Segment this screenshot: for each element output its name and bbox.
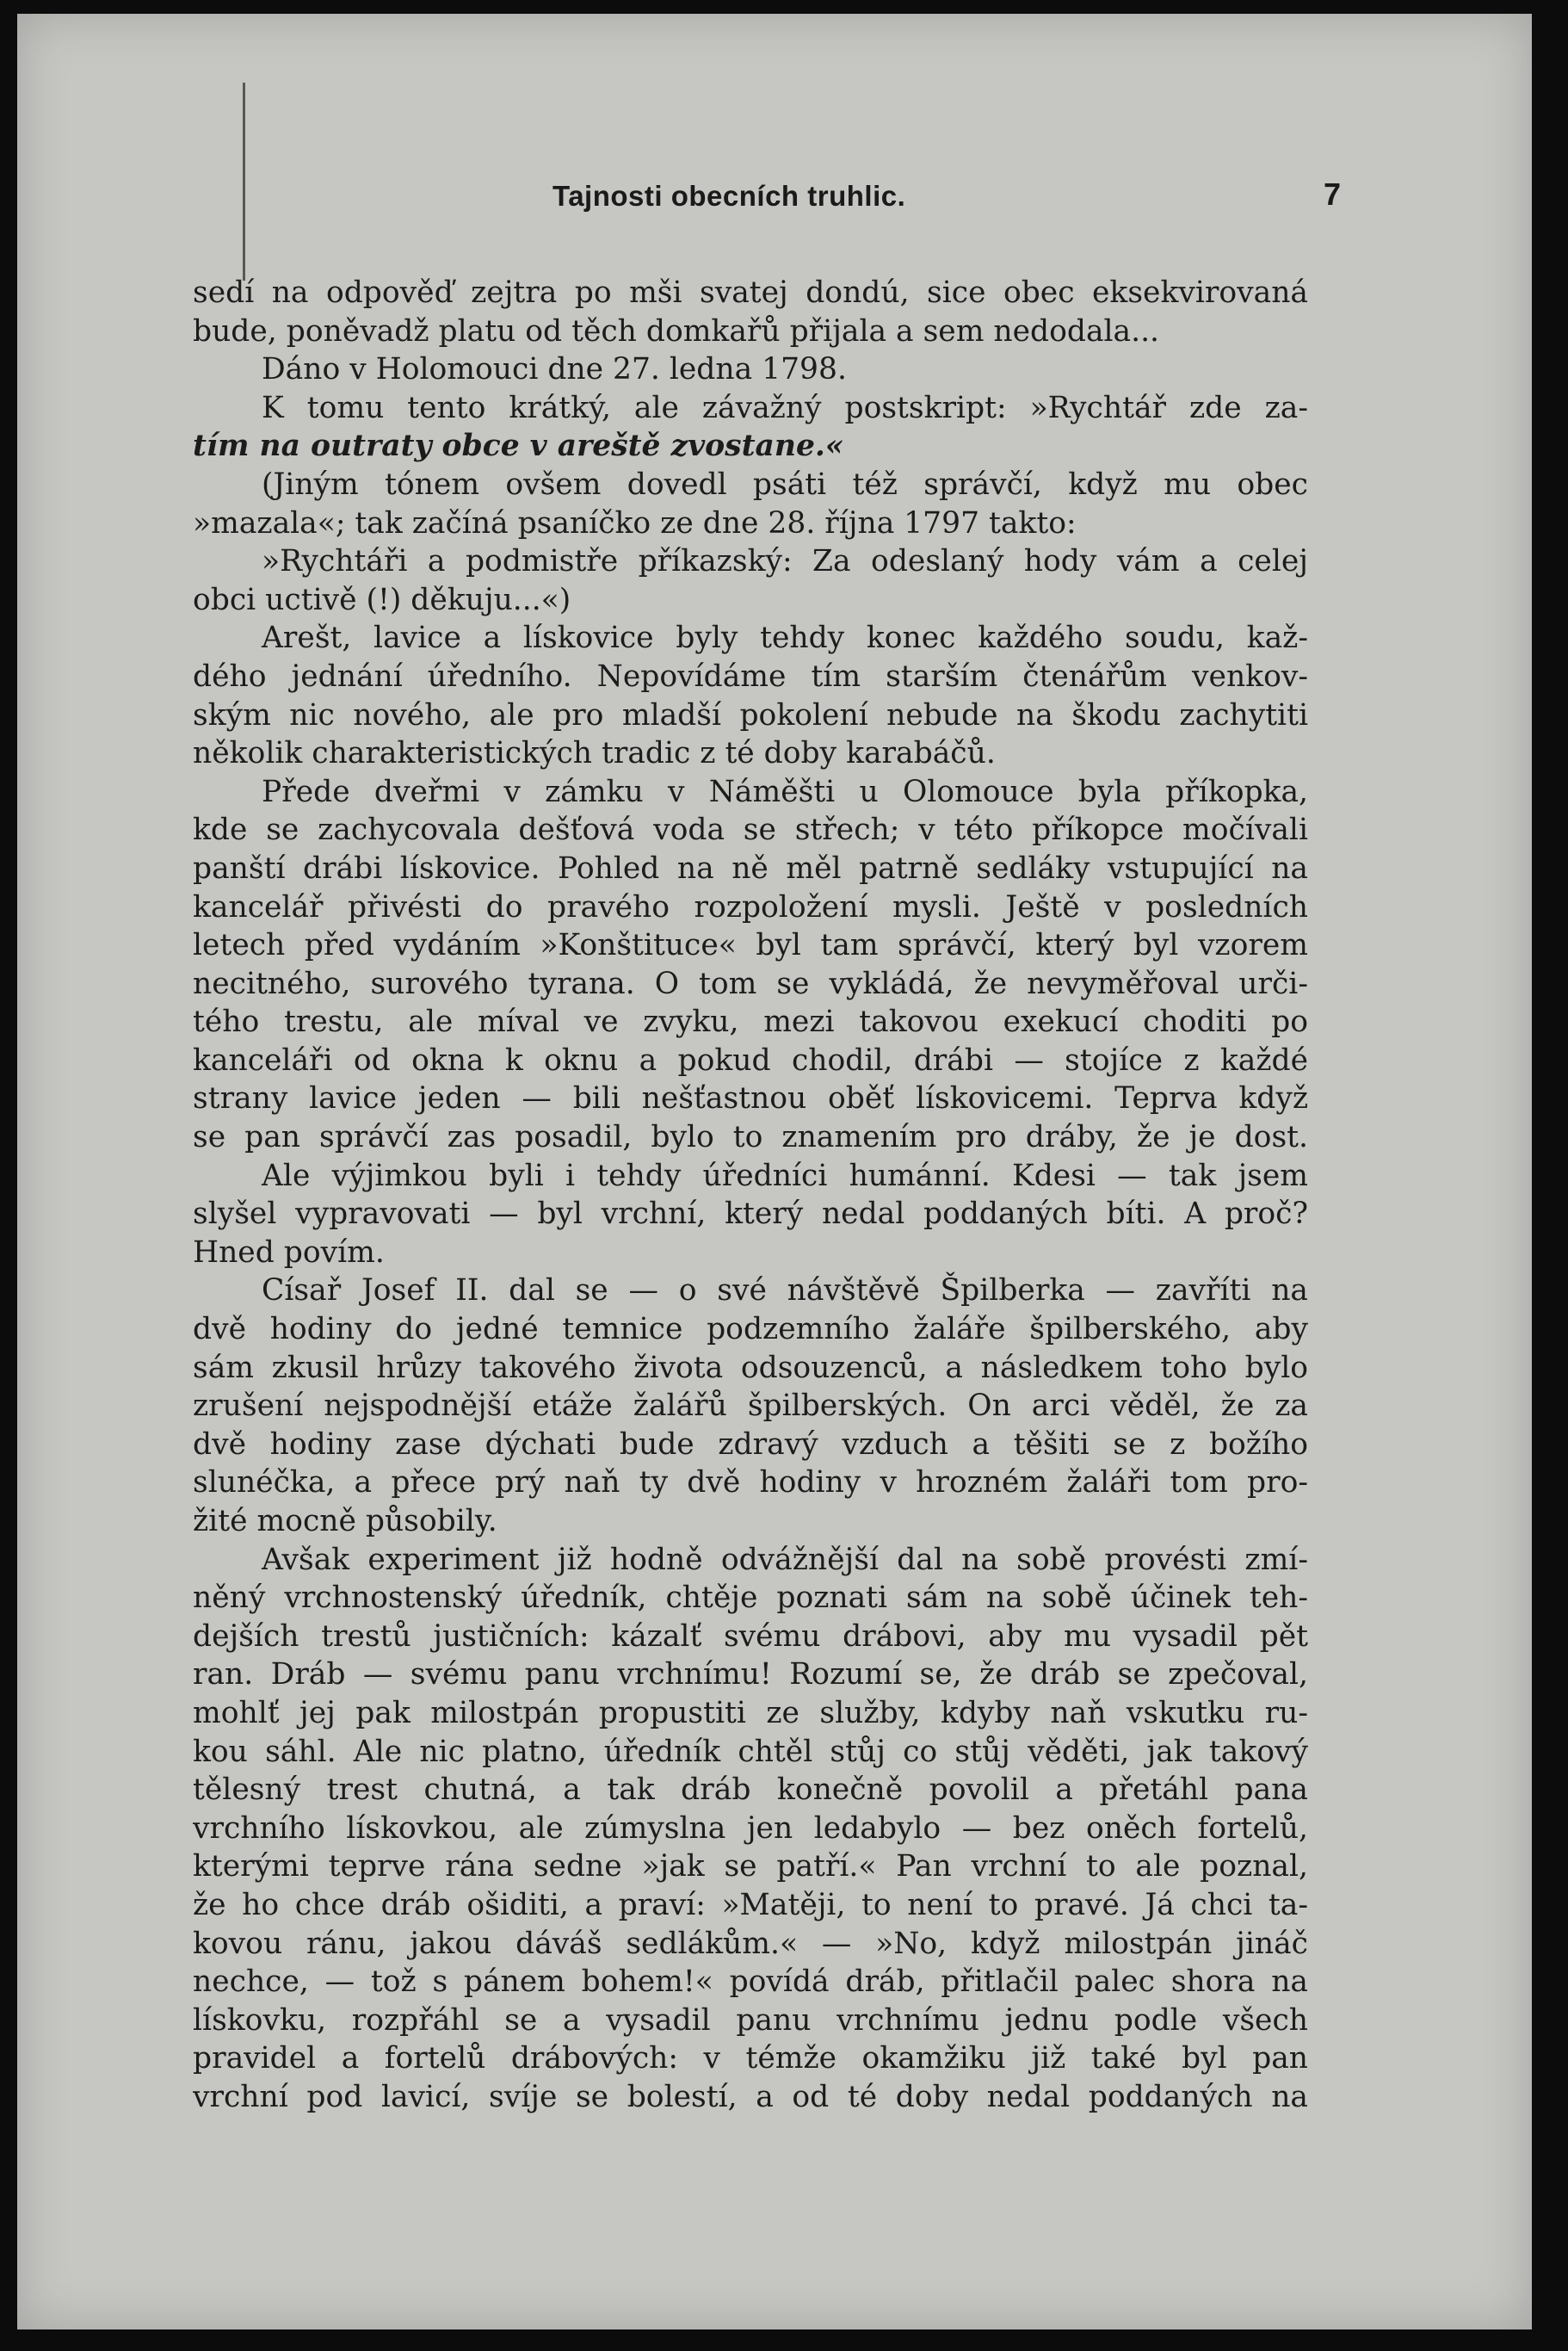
text-line: (Jiným tónem ovšem dovedl psáti též správčí, když mu obec xyxy=(262,467,1308,502)
text-line: dého jednání úředního. Nepovídáme tím starším čtenářům venkov- xyxy=(193,659,1308,694)
text-line: Císař Josef II. dal se — o své návštěvě Špilberka — zavříti na xyxy=(262,1273,1308,1309)
running-title: Tajnosti obecních truhlic. xyxy=(553,180,906,212)
text-line: že ho chce dráb ošiditi, a praví: »Matěji, to není to pravé. Já chci ta- xyxy=(193,1887,1308,1922)
body-text xyxy=(193,274,1308,2117)
text-line: žité mocně působily. xyxy=(193,1504,497,1538)
text-line: Avšak experiment již hodně odvážnější dal na sobě provésti zmí- xyxy=(262,1542,1308,1577)
text-line: letech před vydáním »Konštituce« byl tam správčí, který byl vzorem xyxy=(193,928,1308,963)
text-line: tím na outraty obce v areště zvostane.« xyxy=(193,429,844,464)
text-line: Hned povím. xyxy=(193,1234,385,1270)
text-line: něný vrchnostenský úředník, chtěje poznati sám na sobě účinek teh- xyxy=(193,1581,1308,1616)
text-line: lískovku, rozpřáhl se a vysadil panu vrchnímu jednu podle všech xyxy=(193,2002,1308,2038)
text-line: kanceláři od okna k oknu a pokud chodil, drábi — stojíce z každé xyxy=(193,1042,1308,1078)
text-line: ran. Dráb — svému panu vrchnímu! Rozumí se, že dráb se zpečoval, xyxy=(193,1657,1308,1692)
text-line: Arešt, lavice a lískovice byly tehdy konec každého soudu, kaž- xyxy=(262,621,1308,656)
text-line: slyšel vypravovati — byl vrchní, který nedal poddaných bíti. A proč? xyxy=(193,1197,1308,1232)
text-line: ským nic nového, ale pro mladší pokolení nebude na škodu zachytiti xyxy=(193,697,1308,733)
text-line: několik charakteristických tradic z té doby karabáčů. xyxy=(193,736,996,771)
text-line: kancelář přivésti do pravého rozpoložení mysli. Ještě v posledních xyxy=(193,889,1308,925)
text-line: pravidel a fortelů drábových: v témže okamžiku již také byl pan xyxy=(193,2041,1308,2076)
text-line: obci uctivě (!) děkuju...«) xyxy=(193,582,571,617)
text-line: dvě hodiny zase dýchati bude zdravý vzduch a těšiti se z božího xyxy=(193,1426,1308,1462)
text-line: mohlť jej pak milostpán propustiti ze služby, kdyby naň vskutku ru- xyxy=(193,1695,1308,1730)
text-line: »mazala«; tak začíná psaníčko ze dne 28. října 1797 takto: xyxy=(193,505,1077,541)
text-line: panští drábi lískovice. Pohled na ně měl patrně sedláky vstupující na xyxy=(193,851,1308,886)
text-line: vrchní pod lavicí, svíje se bolestí, a od té doby nedal poddaných na xyxy=(193,2079,1308,2114)
text-line: dejších trestů justičních: kázalť svému drábovi, aby mu vysadil pět xyxy=(193,1618,1308,1654)
text-line: kterými teprve rána sedne »jak se patří.« Pan vrchní to ale poznal, xyxy=(193,1849,1308,1884)
text-line: sedí na odpověď zejtra po mši svatej dondú, sice obec eksekvirovaná xyxy=(193,275,1308,310)
text-line: bude, poněvadž platu od těch domkařů přijala a sem nedodala... xyxy=(193,313,1160,349)
text-line: se pan správčí zas posadil, bylo to znamením pro dráby, že je dost. xyxy=(193,1120,1308,1155)
text-line: tělesný trest chutná, a tak dráb konečně povolil a přetáhl pana xyxy=(193,1773,1308,1808)
text-line: Ale výjimkou byli i tehdy úředníci humánní. Kdesi — tak jsem xyxy=(262,1158,1308,1193)
text-line: K tomu tento krátký, ale závažný postskript: »Rychtář zde za- xyxy=(262,390,1308,425)
text-line: Dáno v Holomouci dne 27. ledna 1798. xyxy=(262,352,847,387)
text-line: dvě hodiny do jedné temnice podzemního žaláře špilberského, aby xyxy=(193,1312,1308,1347)
text-line: Přede dveřmi v zámku v Náměšti u Olomouce byla příkopka, xyxy=(262,774,1308,809)
text-line: »Rychtáři a podmistře příkazský: Za odeslaný hody vám a celej xyxy=(262,544,1308,579)
text-line: kde se zachycovala dešťová voda se střech; v této příkopce močívali xyxy=(193,813,1308,848)
text-line: nechce, — tož s pánem bohem!« povídá dráb, přitlačil palec shora na xyxy=(193,1964,1308,2000)
running-header xyxy=(193,176,1341,228)
text-line: slunéčka, a přece prý naň ty dvě hodiny v hrozném žaláři tom pro- xyxy=(193,1465,1308,1500)
text-line: necitného, surového tyrana. O tom se vykládá, že nevyměřoval urči- xyxy=(193,966,1308,1001)
text-line: kou sáhl. Ale nic platno, úředník chtěl stůj co stůj věděti, jak takový xyxy=(193,1734,1308,1769)
text-line: sám zkusil hrůzy takového života odsouzenců, a následkem toho bylo xyxy=(193,1350,1308,1385)
text-line: vrchního lískovkou, ale zúmyslna jen ledabylo — bez oněch fortelů, xyxy=(193,1810,1308,1846)
text-line: zrušení nejspodnější etáže žalářů špilberských. On arci věděl, že za xyxy=(193,1389,1308,1424)
text-line: strany lavice jeden — bili nešťastnou oběť lískovicemi. Teprva když xyxy=(193,1081,1308,1117)
text-line: kovou ránu, jakou dáváš sedlákům.« — »No, když milostpán jináč xyxy=(193,1926,1308,1961)
page-number: 7 xyxy=(1323,176,1341,212)
text-line: tého trestu, ale míval ve zvyku, mezi takovou exekucí choditi po xyxy=(193,1005,1308,1040)
